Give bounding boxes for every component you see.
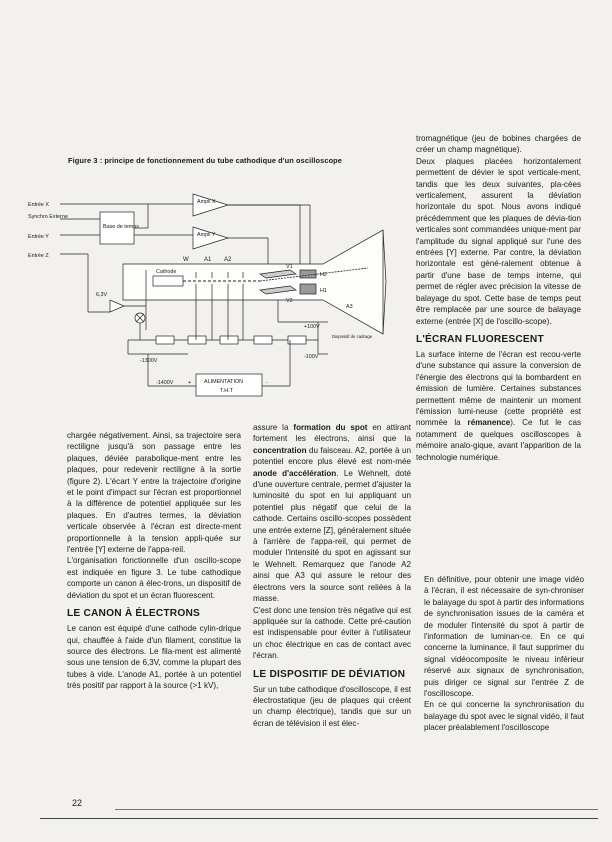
label-v2: V2 (286, 298, 293, 304)
label-minus: - (266, 380, 268, 386)
right-paragraph-5: En ce qui concerne la synchronisation du balayage du spot avec le signal vidéo, il faut placer préalablement l'oscilloscope (424, 700, 584, 733)
middle-column (253, 422, 411, 729)
right-paragraph-4: En définitive, pour obtenir une image vidéo à l'écran, il est nécessaire de syn-chroniser le balayage du spot à partir des informations de synchronisation issues de la caméra et de moduler l'intensité du spot à partir de l'information de luminan-ce. En ce qui concerne la luminance, il faut supprimer du signal vidéocomposite le niveau inférieur réservé aux signaux de synchronisation, puis diriger ce signal sur l'entrée Z de l'oscilloscope. (424, 575, 584, 699)
label-cathode: Cathode (156, 269, 177, 275)
left-paragraph-1: chargée négativement. Ainsi, sa trajectoire sera rectiligne jusqu'à son passage entre les plaques, déviée parabolique-ment entre les plaques, pour redevenir rectiligne à la sortie (figure 2). L'écart Y entre la trajectoire d'origine et le point d'impact sur l'écran est proportionnel à la différence de potentiel appliquée sur les plaques. En d'autres termes, la déviation verticale observée à l'écran est directe-ment proportionnelle à la tension appli-quée sur l'entrée [Y] externe de l'appa-reil. (67, 431, 241, 555)
label-ampli-y: Ampli Y (197, 232, 216, 238)
bottom-rule-upper (115, 809, 598, 810)
right-paragraph-2: Deux plaques placées horizontalement permettent de dévier le spot verticale-ment, tandis que les deux suivantes, pla-cées verticalement, assurent la déviation horizontale du spot. Nous avons indiqué précédemment que les plaques de dévia-tion verticales sont commandées unique-ment par l'amplitude du signal appliqué sur l'une des entrées [Y] externe. Par contre, la déviation horizontale est géné-ralement obtenue à partir d'une base de temps interne, qui permet de régler avec précision la vitesse de balayage du spot. Cette base de temps peut être remplacée par une source de balayage externe (entrée [X] de l'oscillo-scope). (416, 156, 581, 326)
heading-ecran: L'ÉCRAN FLUORESCENT (416, 333, 544, 345)
label-63v: 6,3V (96, 292, 108, 298)
label-h2: H2 (320, 272, 327, 278)
right-column (416, 133, 581, 463)
right-paragraph-1: tromagnétique (jeu de bobines chargées de créer un champ magnétique). (416, 134, 581, 155)
crt-diagram (28, 172, 408, 404)
left-paragraph-2: L'organisation fonctionnelle d'un oscillo-scope est indiquée en figure 3. Le tube cathodique comporte un canon à élec-trons, un dispositif de déviation du spot et un écran fluorescent. (67, 556, 241, 600)
label-plus100: +100V (304, 324, 320, 330)
left-paragraph-3: Le canon est équipé d'une cathode cylin-drique qui, chauffée à l'aide d'un filament, constitue la source des électrons. Le fila-ment est alimenté sous une tension de 6,3V, comme la plupart des tubes à vide. L'anode A1, portée à un potentiel très positif par rapport à la source (>1 kV), (67, 624, 241, 691)
label-v1: V1 (286, 264, 293, 270)
label-minus1300: -1300V (140, 358, 158, 364)
label-a3: A3 (346, 304, 353, 310)
label-ampli-x: Ampli X (197, 199, 216, 205)
page-number: 22 (72, 798, 83, 808)
label-entree-y: Entrée Y (28, 234, 49, 240)
label-w: W (183, 257, 189, 263)
label-alimentation: ALIMENTATION (204, 379, 244, 385)
heading-canon: LE CANON À ÉLECTRONS (67, 608, 201, 620)
label-entree-z: Entrée Z (28, 253, 49, 259)
left-column (67, 430, 241, 692)
label-entree-x: Entrée X (28, 202, 49, 208)
label-cadrage: Dispositif de cadrage (332, 334, 373, 339)
label-h1: H1 (320, 288, 327, 294)
label-minus100: -100V (304, 354, 319, 360)
middle-paragraph-3: Sur un tube cathodique d'oscilloscope, il est électrostatique (jeu de plaques qui créent un champ électrique), tandis que sur un écran de télévision il est élec- (253, 684, 411, 728)
label-a2: A2 (224, 257, 232, 263)
label-tht: T.H.T (220, 388, 233, 394)
right-paragraph-3: La surface interne de l'écran est recou-verte d'une substance qui assure la conversion de l'énergie des électrons qui la bombardent en émission de lumière. Certaines substances permettent même de maintenir un moment l'émission lumi-neuse (cette propriété est nommée la rémanence). Ce fut le cas notamment de quelques oscilloscopes à mémoire analo-gique, avant l'apparition de la technologie numérique. (416, 349, 581, 462)
label-minus1400: -1400V (156, 380, 174, 386)
bottom-rule (40, 818, 598, 819)
middle-paragraph-1: assure la formation du spot en attirant fortement les électrons, ainsi que la concentration du faisceau. A2, portée à un potentiel encore plus élevé est nom-mée anode d'accélération. Le Wehnelt, doté d'une ouverture centrale, permet d'ajuster la luminosité du spot en lui appliquant un potentiel plus négatif que celui de la cathode. Certains oscillo-scopes possèdent une entrée externe [Z], généralement située à l'arrière de l'appa-reil, qui permet de moduler l'intensité du spot en agissant sur le Wehnelt. Remarquez que l'anode A2 ainsi que A3 qui assure le retour des électrons vers la source sont reliées à la masse. (253, 423, 411, 604)
label-base-temps: Base de temps (103, 224, 139, 230)
figure-caption: Figure 3 : principe de fonctionnement du tube cathodique d'un oscilloscope (68, 156, 343, 165)
label-a1: A1 (204, 257, 212, 263)
right-column-lower (424, 574, 584, 734)
heading-deviation: LE DISPOSITIF DE DÉVIATION (253, 668, 406, 680)
middle-paragraph-2: C'est donc une tension très négative qui est appliquée sur la cathode. Cette pré-caution est indispensable pour éviter à l'utilisateur un choc électrique en cas de contact avec l'écran. (253, 605, 411, 661)
label-plus: + (188, 380, 192, 386)
label-synchro: Synchro Externe (28, 214, 68, 220)
